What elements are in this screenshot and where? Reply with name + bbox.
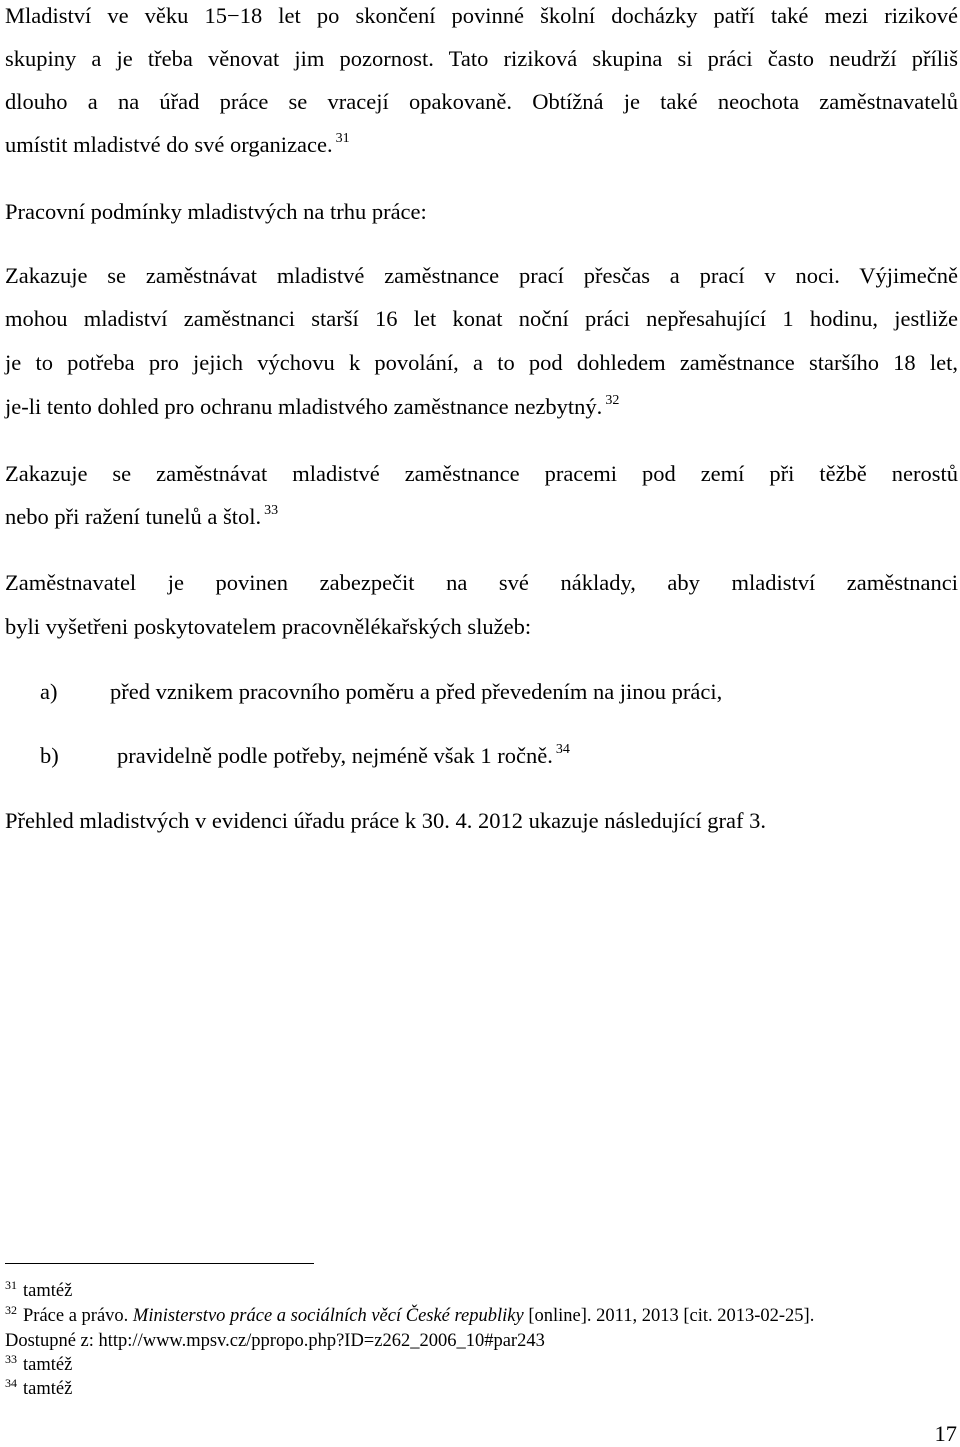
paragraph-1-line-3: dlouho a na úřad práce se vracejí opakovaně. Obtížná je také neochota zaměstnavatelů [5, 89, 958, 114]
paragraph-4-line-2: byli vyšetřeni poskytovatelem pracovnělékařských služeb: [5, 614, 532, 639]
footnote-separator [5, 1263, 314, 1264]
list-item-b-text: pravidelně podle potřeby, nejméně však 1 ročně. [117, 743, 553, 768]
page-number: 17 [934, 1421, 957, 1446]
paragraph-2-line-4-text: je-li tento dohled pro ochranu mladistvého zaměstnance nezbytný. [5, 394, 603, 419]
section-heading: Pracovní podmínky mladistvých na trhu práce: [5, 199, 427, 224]
list-item-a-text: před vznikem pracovního poměru a před převedením na jinou práci, [110, 679, 723, 704]
footnote-ref-32[interactable]: 32 [605, 393, 620, 408]
footnote-33-text: tamtéž [23, 1355, 73, 1375]
footnote-33 [5, 1354, 72, 1377]
paragraph-3-line-2 [5, 503, 958, 535]
paragraph-3-line-2-text: nebo při ražení tunelů a štol. [5, 504, 262, 529]
footnote-32-number: 32 [5, 1303, 17, 1317]
paragraph-3-line-1: Zakazuje se zaměstnávat mladistvé zaměstnance pracemi pod zemí při těžbě nerostů [5, 461, 958, 486]
footnote-32-text-before: Práce a právo. [23, 1306, 129, 1326]
footnote-ref-31[interactable]: 31 [335, 131, 350, 146]
list-item-b-text-wrapper [117, 742, 570, 774]
footnote-32-italic-title: Ministerstvo práce a sociálních věcí České republiky [132, 1306, 524, 1326]
footnote-33-number: 33 [5, 1352, 17, 1366]
paragraph-1-line-2: skupiny a je třeba věnovat jim pozornost. Tato riziková skupina si práci často neudrží příliš [5, 46, 958, 71]
paragraph-2-line-1: Zakazuje se zaměstnávat mladistvé zaměstnance prací přesčas a prací v noci. Výjimečně [5, 263, 958, 288]
footnote-32-text-after: [online]. 2011, 2013 [cit. 2013-02-25]. [528, 1306, 815, 1326]
paragraph-4-line-1: Zaměstnavatel je povinen zabezpečit na své náklady, aby mladiství zaměstnanci [5, 570, 958, 595]
footnote-31-text: tamtéž [23, 1281, 73, 1301]
footnote-ref-34[interactable]: 34 [555, 742, 570, 757]
paragraph-1-line-4-text: umístit mladistvé do své organizace. [5, 132, 333, 157]
list-marker-b: b) [40, 743, 59, 768]
footnote-31 [5, 1280, 72, 1303]
paragraph-2-line-4 [5, 393, 958, 425]
footnote-32 [5, 1305, 814, 1328]
footnote-ref-33[interactable]: 33 [264, 503, 279, 518]
footnote-32-line-2[interactable]: Dostupné z: http://www.mpsv.cz/ppropo.php?ID=z262_2006_10#par243 [5, 1331, 545, 1351]
paragraph-1-line-1: Mladiství ve věku 15−18 let po skončení povinné školní docházky patří také mezi rizikové [5, 3, 958, 28]
paragraph-2-line-2: mohou mladiství zaměstnanci starší 16 let konat noční práci nepřesahující 1 hodinu, jestliže [5, 306, 958, 331]
footnote-34-text: tamtéž [23, 1379, 73, 1399]
list-marker-a: a) [40, 679, 58, 704]
paragraph-1-line-4 [5, 131, 958, 163]
footnote-34 [5, 1378, 72, 1401]
paragraph-2-line-3: je to potřeba pro jejich výchovu k povolání, a to pod dohledem zaměstnance staršího 18 let, [5, 350, 958, 375]
footnote-34-number: 34 [5, 1376, 17, 1390]
footnote-31-number: 31 [5, 1278, 17, 1292]
paragraph-5: Přehled mladistvých v evidenci úřadu práce k 30. 4. 2012 ukazuje následující graf 3. [5, 808, 767, 833]
